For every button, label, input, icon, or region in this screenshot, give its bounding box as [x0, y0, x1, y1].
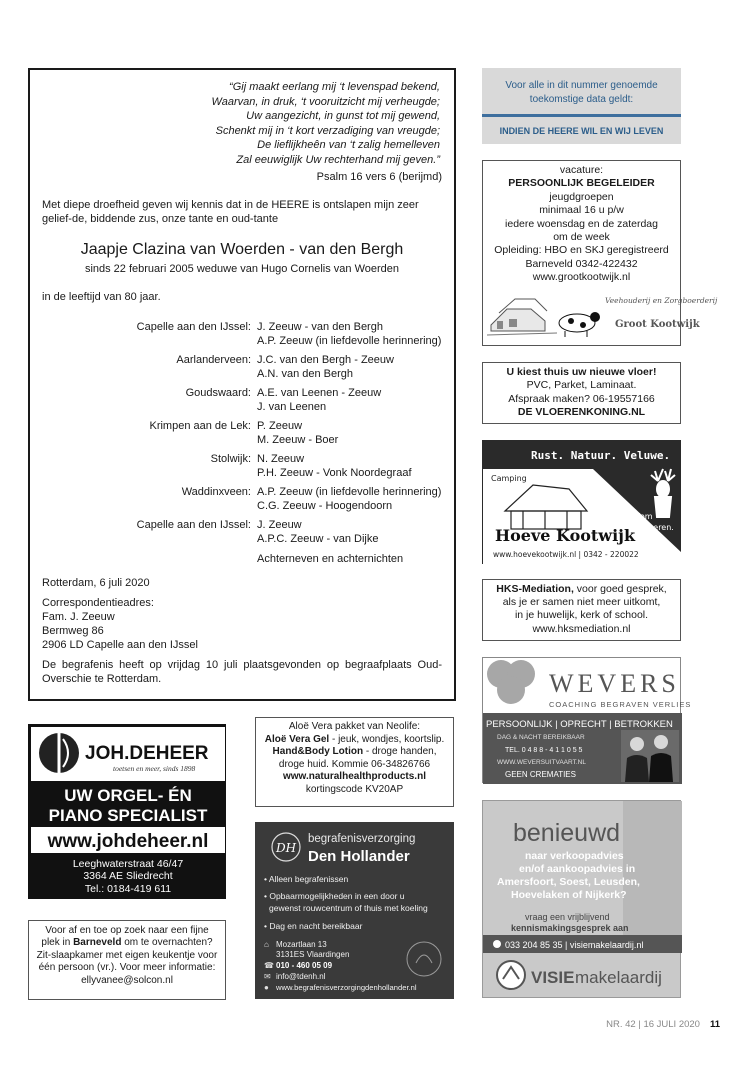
- wevers-ad: [482, 657, 692, 783]
- fun-addr: Mozartlaan 13: [276, 940, 327, 949]
- date-place: Rotterdam, 6 juli 2020: [42, 576, 150, 589]
- wevers-logo-icon: [487, 660, 535, 704]
- deceased-name: Jaapje Clazina van Woerden - van den Bergh: [80, 240, 404, 258]
- visie-line: Amersfoort, Soest, Leusden,: [497, 876, 640, 888]
- vacancy-line: jeugdgroepen: [549, 190, 614, 203]
- family-name: A.N. van den Bergh: [257, 367, 354, 380]
- family-place: Stolwijk:: [210, 452, 251, 465]
- aloe-line: droge huid. Kommie 06-34826766: [278, 758, 431, 770]
- corr-line: Fam. J. Zeeuw: [42, 610, 115, 623]
- visie-line: naar verkoopadvies: [525, 850, 624, 862]
- joh-deheer-ad: [28, 724, 226, 899]
- logo-top-text: Veehouderij en Zorgboerderij: [605, 296, 718, 305]
- wevers-url: WWW.WEVERSUITVAART.NL: [497, 759, 586, 766]
- floor-ad: [482, 362, 681, 424]
- visie-makelaardij-ad: [482, 800, 681, 998]
- corr-label: Correspondentieadres:: [42, 596, 154, 609]
- family-name: Achterneven en achternichten: [257, 552, 404, 565]
- family-name: J. van Leenen: [257, 400, 327, 413]
- family-name: N. Zeeuw: [257, 452, 305, 465]
- farm-buildings-icon: [487, 299, 557, 335]
- family-name: A.P.C. Zeeuw - van Dijke: [257, 532, 379, 545]
- wevers-phone: TEL. 0 4 8 8 - 4 1 1 0 5 5: [505, 747, 583, 754]
- family-entry: [42, 386, 442, 414]
- phone-icon: ☎: [264, 961, 274, 970]
- aloe-code: kortingscode KV20AP: [305, 783, 404, 795]
- issue-number: NR. 42 | 16 JULI 2020: [606, 1019, 700, 1030]
- family-name: A.P. Zeeuw (in liefdevolle herinnering): [257, 334, 442, 347]
- room-line: plek in Barneveld om te overnachten?: [41, 937, 213, 949]
- camping-come: Kom: [635, 512, 653, 521]
- wevers-graphic: [483, 658, 692, 784]
- floor-line: Afspraak maken? 06-19557166: [508, 392, 655, 405]
- monogram-icon: [272, 833, 300, 861]
- corr-line: 2906 LD Capelle aan den IJssel: [42, 638, 198, 651]
- hks-headline: [483, 583, 680, 596]
- deheer-logo-icon: [39, 733, 79, 773]
- vacancy-link[interactable]: www.grootkootwijk.nl: [532, 271, 631, 284]
- poem-line: “Gij maakt eerlang mij ‘t levenspad bekend,: [229, 81, 440, 93]
- email-icon: ✉: [264, 972, 271, 981]
- hks-mediation-ad: [482, 579, 681, 641]
- family-name: P.H. Zeeuw - Vonk Noordegraaf: [257, 466, 412, 479]
- room-line: één persoon (vr.). Voor meer informatie:: [38, 962, 216, 974]
- vacancy-title: PERSOONLIJK BEGELEIDER: [508, 177, 655, 190]
- aloe-url[interactable]: www.naturalhealthproducts.nl: [283, 771, 426, 783]
- wevers-brand: WEVERS: [549, 669, 680, 698]
- seal-icon: [407, 942, 441, 976]
- deheer-sub: toetsen en meer, sinds 1898: [113, 764, 196, 773]
- monogram-text: DH: [275, 841, 297, 855]
- globe-icon: ●: [264, 983, 269, 992]
- page-footer: [560, 1019, 720, 1030]
- camping-contact: www.hoevekootwijk.nl | 0342 - 220022: [493, 550, 639, 559]
- visie-brand-a: VISIE: [531, 968, 575, 987]
- vacancy-line: Barneveld 0342-422432: [525, 257, 638, 270]
- fun-name: Den Hollander: [308, 848, 410, 865]
- deheer-graphic: [29, 725, 227, 900]
- fun-phone: 010 - 460 05 09: [276, 961, 333, 970]
- fun-addr: 3131ES Vlaardingen: [276, 950, 350, 959]
- family-place: Waddinxveen:: [181, 485, 251, 498]
- fun-bullet: gewenst rouwcentrum of thuis met koeling: [269, 903, 428, 913]
- hks-rest: voor goed gesprek,: [573, 583, 667, 595]
- visie-contact: 033 204 85 35 | visiemakelaardij.nl: [505, 940, 644, 950]
- floor-brand[interactable]: DE VLOERENKONING.NL: [517, 406, 646, 419]
- visie-line: Hoevelaken of Nijkerk?: [511, 889, 627, 901]
- deheer-line1: UW ORGEL- ÉN: [64, 786, 192, 805]
- info-bold: INDIEN DE HEERE WIL EN WIJ LEVEN: [499, 126, 664, 136]
- home-icon: ⌂: [264, 940, 269, 949]
- floor-title: U kiest thuis uw nieuwe vloer!: [506, 366, 657, 378]
- family-entry: [42, 518, 442, 566]
- info-line: toekomstige data geldt:: [529, 94, 634, 105]
- den-hollander-ad: [255, 822, 454, 999]
- hks-brand: HKS-Mediation,: [496, 583, 574, 595]
- family-entry: [42, 419, 442, 447]
- family-entry: [42, 452, 442, 480]
- family-name: J. Zeeuw: [257, 518, 302, 531]
- camping-label: Camping: [491, 474, 527, 483]
- family-entry: [42, 485, 442, 513]
- aloe-line: Hand&Body Lotion - droge handen,: [272, 746, 437, 758]
- family-place: Capelle aan den IJssel:: [136, 518, 251, 531]
- hks-url[interactable]: www.hksmediation.nl: [532, 622, 631, 635]
- fun-bullet: • Alleen begrafenissen: [264, 874, 349, 884]
- camping-camp: kamperen.: [631, 523, 674, 532]
- family-list: [42, 320, 442, 566]
- poem-line: Zal eeuwiglijk Uw rechterhand mij geven.”: [236, 153, 440, 166]
- den-hollander-graphic: [256, 823, 455, 1000]
- vacancy-line: Opleiding: HBO en SKJ geregistreerd: [494, 244, 669, 257]
- family-name: J.C. van den Bergh - Zeeuw: [257, 353, 394, 366]
- family-name: A.P. Zeeuw (in liefdevolle herinnering): [257, 485, 442, 498]
- deheer-tel: Tel.: 0184-419 611: [84, 883, 172, 895]
- family-entry: [42, 353, 442, 381]
- visie-graphic: [483, 801, 682, 999]
- family-place: Goudswaard:: [185, 386, 251, 399]
- deheer-url: www.johdeheer.nl: [47, 831, 209, 852]
- room-rental-ad: [28, 920, 226, 1000]
- wevers-line1: DAG & NACHT BEREIKBAAR: [497, 734, 585, 741]
- room-town: Barneveld: [73, 937, 122, 949]
- poem-line: Waarvan, in druk, ‘t vooruitzicht mij verheugde;: [211, 95, 440, 108]
- page-number: 11: [709, 1019, 720, 1030]
- fun-sub: begrafenisverzorging: [308, 833, 416, 845]
- house-logo-icon: [497, 961, 525, 989]
- family-place: Aarlanderveen:: [176, 353, 251, 366]
- cow-icon: [559, 312, 600, 337]
- visie-cta: vraag een vrijblijvend: [525, 912, 610, 922]
- fun-web: www.begrafenisverzorgingdenhollander.nl: [276, 983, 417, 992]
- wevers-note: GEEN CREMATIES: [505, 770, 576, 779]
- fun-email: info@tdenh.nl: [276, 972, 326, 981]
- hks-line: als je er samen niet meer uitkomt,: [502, 596, 661, 609]
- correspondence-address: [42, 596, 442, 652]
- psalm-reference: Psalm 16 vers 6 (berijmd): [316, 170, 442, 183]
- aloe-line: Aloë Vera pakket van Neolife:: [288, 721, 421, 732]
- room-email[interactable]: ellyvanee@solcon.nl: [81, 974, 173, 986]
- deheer-addr: Leeghwaterstraat 46/47: [72, 858, 184, 870]
- vacancy-line: iedere woensdag en de zaterdag: [505, 217, 658, 230]
- aloe-line: Aloë Vera Gel - jeuk, wondjes, koortslip.: [264, 733, 445, 745]
- vacancy-label: vacature:: [559, 164, 604, 176]
- obituary-intro: Met diepe droefheid geven wij kennis dat in de HEERE is ontslapen mijn zeer gelief-de, biddende zus, onze tante en oud-tante: [42, 198, 419, 225]
- visie-brand-b: makelaardij: [575, 968, 662, 987]
- family-name: P. Zeeuw: [257, 419, 303, 432]
- family-name: J. Zeeuw - van den Bergh: [257, 320, 383, 333]
- visie-line: en/of aankoopadvies in: [519, 863, 636, 875]
- deer-icon: [651, 469, 675, 517]
- age-line: in de leeftijd van 80 jaar.: [42, 290, 161, 303]
- vacancy-ad: [482, 160, 718, 346]
- family-name: M. Zeeuw - Boer: [257, 433, 339, 446]
- fun-bullet: • Opbaarmogelijkheden in een door u: [264, 891, 405, 901]
- obituary: [28, 68, 456, 701]
- widow-since: sinds 22 februari 2005 weduwe van Hugo Cornelis van Woerden: [84, 262, 400, 275]
- obituary-poem: [42, 80, 442, 168]
- family-place: Capelle aan den IJssel:: [136, 320, 251, 333]
- poem-line: De lieflijkheên van ‘t zalig hemelleven: [257, 139, 440, 152]
- visie-cta: kennismakingsgesprek aan: [511, 923, 629, 933]
- info-line: Voor alle in dit nummer genoemde: [505, 80, 658, 91]
- poem-line: Schenkt mij in ‘t kort verzadiging van vreugde;: [215, 124, 440, 137]
- floor-line: PVC, Parket, Laminaat.: [526, 379, 637, 392]
- camping-slogan: Rust. Natuur. Veluwe.: [531, 449, 671, 462]
- wevers-values: PERSOONLIJK | OPRECHT | BETROKKEN: [486, 719, 673, 730]
- deheer-line2: PIANO SPECIALIST: [48, 806, 208, 825]
- poem-line: Uw aangezicht, in gunst tot mij gewend,: [246, 110, 440, 123]
- camping-name: Hoeve Kootwijk: [495, 526, 636, 545]
- family-place: Krimpen aan de Lek:: [149, 419, 251, 432]
- deheer-brand: JOH.DEHEER: [85, 743, 209, 764]
- divider: [482, 114, 681, 117]
- family-name: A.E. van Leenen - Zeeuw: [257, 386, 382, 399]
- family-entry: [42, 320, 442, 348]
- farm-logo: [487, 289, 718, 341]
- people-photo-icon: [621, 730, 679, 782]
- wevers-tagline: COACHING BEGRAVEN VERLIES: [549, 700, 692, 709]
- deheer-addr: 3364 AE Sliedrecht: [83, 870, 173, 882]
- phone-icon: [493, 940, 501, 948]
- vacancy-line: minimaal 16 u p/w: [539, 204, 624, 217]
- fun-bullet: • Dag en nacht bereikbaar: [264, 921, 363, 931]
- vacancy-line: om de week: [553, 231, 610, 244]
- room-line: Voor af en toe op zoek naar een fijne: [45, 925, 209, 936]
- obituary-footer: [42, 576, 442, 686]
- hks-line: in je huwelijk, kerk of school.: [514, 609, 649, 622]
- aloe-vera-ad: [255, 717, 454, 807]
- corr-line: Bermweg 86: [42, 624, 104, 637]
- info-box: [482, 68, 681, 144]
- visie-title: benieuwd: [513, 819, 621, 847]
- camping-graphic: [483, 441, 682, 565]
- camping-ad: [482, 440, 681, 564]
- family-name: C.G. Zeeuw - Hoogendoorn: [257, 499, 393, 512]
- logo-bottom-text: Groot Kootwijk: [615, 319, 700, 330]
- room-line: Zit-slaapkamer met eigen keukentje voor: [36, 949, 218, 961]
- funeral-notice: De begrafenis heeft op vrijdag 10 juli plaatsgevonden op begraafplaats Oud-Overschie te Rotterdam.: [42, 658, 442, 685]
